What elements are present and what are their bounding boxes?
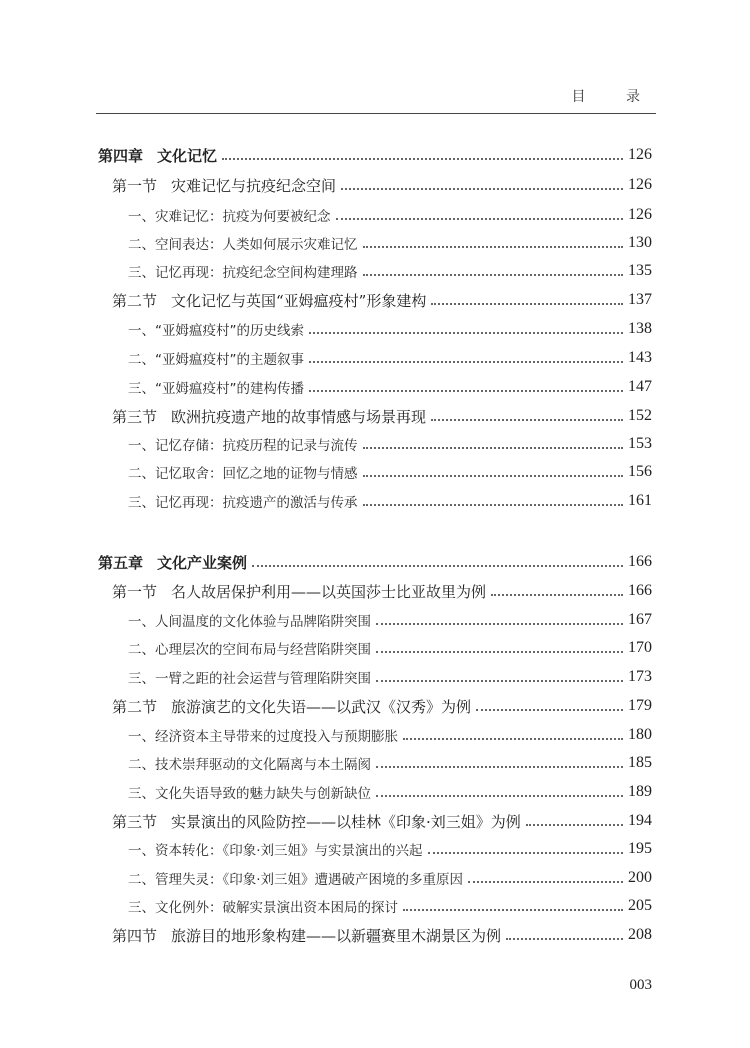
toc-entry-chapter: [98, 144, 652, 166]
section-number: 第二节: [112, 697, 158, 716]
page-ref: 189: [628, 783, 652, 800]
toc-entry-sub: [98, 490, 652, 512]
page-ref: 166: [628, 582, 652, 599]
toc-entry-sub: [98, 609, 652, 631]
dot-leader: [376, 766, 623, 768]
toc-entry-sub: [98, 376, 652, 398]
section-title-text: 文化记忆与英国“亚姆瘟疫村”形象建构: [171, 291, 427, 310]
section-title-text: 旅游目的地形象构建——以新疆赛里木湖景区为例: [171, 926, 502, 945]
section-number: 第三节: [112, 812, 158, 831]
chapter-title: [98, 145, 217, 166]
sub-title: [128, 205, 331, 225]
sub-title-text: 二、管理失灵：《印象·刘三姐》遭遇破产困境的多重原因: [128, 872, 464, 888]
dot-leader: [341, 188, 623, 190]
sub-title-text: 三、“亚姆瘟疫村”的建构传播: [128, 381, 304, 397]
dot-leader: [309, 361, 623, 363]
page-ref: 208: [628, 926, 652, 943]
sub-title: [128, 753, 371, 773]
page-ref: 195: [628, 840, 652, 857]
sub-title: [128, 667, 371, 687]
page-ref: 170: [628, 639, 652, 656]
toc-entry-section: [98, 405, 652, 427]
toc-entry-sub: [98, 838, 652, 860]
chapter-title-text: 文化记忆: [157, 146, 218, 165]
toc-entry-sub: [98, 752, 652, 774]
page-ref: 138: [628, 320, 652, 337]
toc-entry-sub: [98, 318, 652, 340]
page-ref: 205: [628, 897, 652, 914]
sub-title-text: 二、技术崇拜驱动的文化隔离与本土隔阂: [128, 757, 371, 773]
page-ref: 137: [628, 291, 652, 308]
page-ref: 126: [628, 146, 652, 163]
page-ref: 185: [628, 754, 652, 771]
toc-entry-sub: [98, 637, 652, 659]
page-ref: 143: [628, 349, 652, 366]
toc-entry-sub: [98, 666, 652, 688]
page-ref: 135: [628, 262, 652, 279]
page-ref: 173: [628, 668, 652, 685]
toc-entry-chapter: [98, 551, 652, 573]
sub-title-text: 二、心理层次的空间布局与经营陷阱突围: [128, 642, 371, 658]
toc-entry-sub: [98, 204, 652, 226]
page-ref: 130: [628, 234, 652, 251]
sub-title: [128, 839, 423, 859]
sub-title-text: 一、经济资本主导带来的过度投入与预期膨胀: [128, 729, 398, 745]
page-ref: 152: [628, 407, 652, 424]
sub-title: [128, 233, 358, 253]
toc-entry-section: [98, 174, 652, 196]
toc-entry-sub: [98, 781, 652, 803]
dot-leader: [363, 274, 624, 276]
sub-title: [128, 348, 304, 368]
toc-entry-sub: [98, 461, 652, 483]
dot-leader: [506, 938, 623, 940]
toc-entry-sub: [98, 232, 652, 254]
dot-leader: [476, 709, 623, 711]
section-number: 第二节: [112, 291, 158, 310]
sub-title-text: 二、“亚姆瘟疫村”的主题叙事: [128, 352, 304, 368]
page-ref: 153: [628, 435, 652, 452]
section-title: [112, 175, 336, 196]
sub-title-text: 二、空间表达：人类如何展示灾难记忆: [128, 237, 358, 253]
page-number: 003: [629, 977, 652, 993]
page-ref: 161: [628, 492, 652, 509]
sub-title: [128, 638, 371, 658]
page-ref: 126: [628, 176, 652, 193]
sub-title-text: 二、记忆取舍：回忆之地的证物与情感: [128, 466, 358, 482]
page-ref: 167: [628, 611, 652, 628]
section-number: 第一节: [112, 582, 158, 601]
chapter-title-text: 文化产业案例: [157, 553, 248, 572]
sub-title-text: 三、一臂之距的社会运营与管理陷阱突围: [128, 671, 371, 687]
chapter-number: 第五章: [98, 553, 144, 572]
sub-title: [128, 868, 463, 888]
sub-title-text: 一、资本转化：《印象·刘三姐》与实景演出的兴起: [128, 843, 423, 859]
dot-leader: [376, 795, 623, 797]
dot-leader: [309, 390, 623, 392]
dot-leader: [376, 680, 623, 682]
section-number: 第三节: [112, 407, 158, 426]
section-title: [112, 581, 486, 602]
sub-title: [128, 261, 358, 281]
running-head: 目 录: [571, 89, 658, 105]
dot-leader: [336, 218, 624, 220]
dot-leader: [363, 475, 624, 477]
dot-leader: [309, 332, 623, 334]
chapter-title: [98, 552, 247, 573]
sub-title-text: 三、记忆再现：抗疫纪念空间构建理路: [128, 265, 358, 281]
page-ref: 166: [628, 553, 652, 570]
page-ref: 200: [628, 869, 652, 886]
sub-title: [128, 462, 358, 482]
dot-leader: [363, 504, 624, 506]
dot-leader: [363, 246, 624, 248]
sub-title-text: 一、灾难记忆：抗疫为何要被纪念: [128, 209, 331, 225]
section-title-text: 欧洲抗疫遗产地的故事情感与场景再现: [171, 407, 427, 426]
toc-entry-section: [98, 810, 652, 832]
toc-entry-sub: [98, 347, 652, 369]
section-title-text: 灾难记忆与抗疫纪念空间: [171, 176, 337, 195]
toc-entry-section: [98, 924, 652, 946]
dot-leader: [491, 594, 623, 596]
sub-title-text: 三、文化失语导致的魅力缺失与创新缺位: [128, 786, 371, 802]
sub-title-text: 一、“亚姆瘟疫村”的历史线索: [128, 323, 304, 339]
toc-entry-section: [98, 580, 652, 602]
dot-leader: [403, 909, 623, 911]
dot-leader: [222, 158, 623, 160]
chapter-number: 第四章: [98, 146, 144, 165]
page-ref: 156: [628, 463, 652, 480]
sub-title-text: 一、记忆存储：抗疫历程的记录与流传: [128, 438, 358, 454]
toc-entry-sub: [98, 724, 652, 746]
toc-entry-sub: [98, 895, 652, 917]
section-title: [112, 406, 426, 427]
sub-title: [128, 725, 398, 745]
section-title-text: 实景演出的风险防控——以桂林《印象·刘三姐》为例: [171, 812, 521, 831]
sub-title: [128, 377, 304, 397]
dot-leader: [526, 824, 623, 826]
toc-entry-sub: [98, 867, 652, 889]
header-rule: [96, 113, 656, 114]
section-title-text: 名人故居保护利用——以英国莎士比亚故里为例: [171, 582, 487, 601]
section-title: [112, 696, 471, 717]
page-ref: 147: [628, 378, 652, 395]
section-title: [112, 925, 501, 946]
section-number: 第一节: [112, 176, 158, 195]
page-ref: 126: [628, 206, 652, 223]
dot-leader: [376, 623, 623, 625]
dot-leader: [376, 651, 623, 653]
toc-entry-sub: [98, 260, 652, 282]
dot-leader: [468, 881, 623, 883]
sub-title: [128, 434, 358, 454]
page-ref: 194: [628, 812, 652, 829]
section-title-text: 旅游演艺的文化失语——以武汉《汉秀》为例: [171, 697, 472, 716]
dot-leader: [428, 852, 623, 854]
sub-title: [128, 896, 398, 916]
page-ref: 180: [628, 726, 652, 743]
dot-leader: [363, 447, 624, 449]
toc-entry-section: [98, 695, 652, 717]
sub-title: [128, 319, 304, 339]
section-title: [112, 811, 521, 832]
toc-entry-sub: [98, 433, 652, 455]
dot-leader: [252, 565, 623, 567]
sub-title: [128, 782, 371, 802]
section-title: [112, 290, 426, 311]
section-number: 第四节: [112, 926, 158, 945]
sub-title: [128, 610, 371, 630]
dot-leader: [403, 738, 623, 740]
sub-title-text: 三、文化例外：破解实景演出资本困局的探讨: [128, 900, 398, 916]
dot-leader: [431, 303, 623, 305]
dot-leader: [431, 419, 623, 421]
sub-title-text: 一、人间温度的文化体验与品牌陷阱突围: [128, 614, 371, 630]
page-ref: 179: [628, 697, 652, 714]
toc-entry-section: [98, 289, 652, 311]
sub-title: [128, 491, 358, 511]
sub-title-text: 三、记忆再现：抗疫遗产的激活与传承: [128, 495, 358, 511]
